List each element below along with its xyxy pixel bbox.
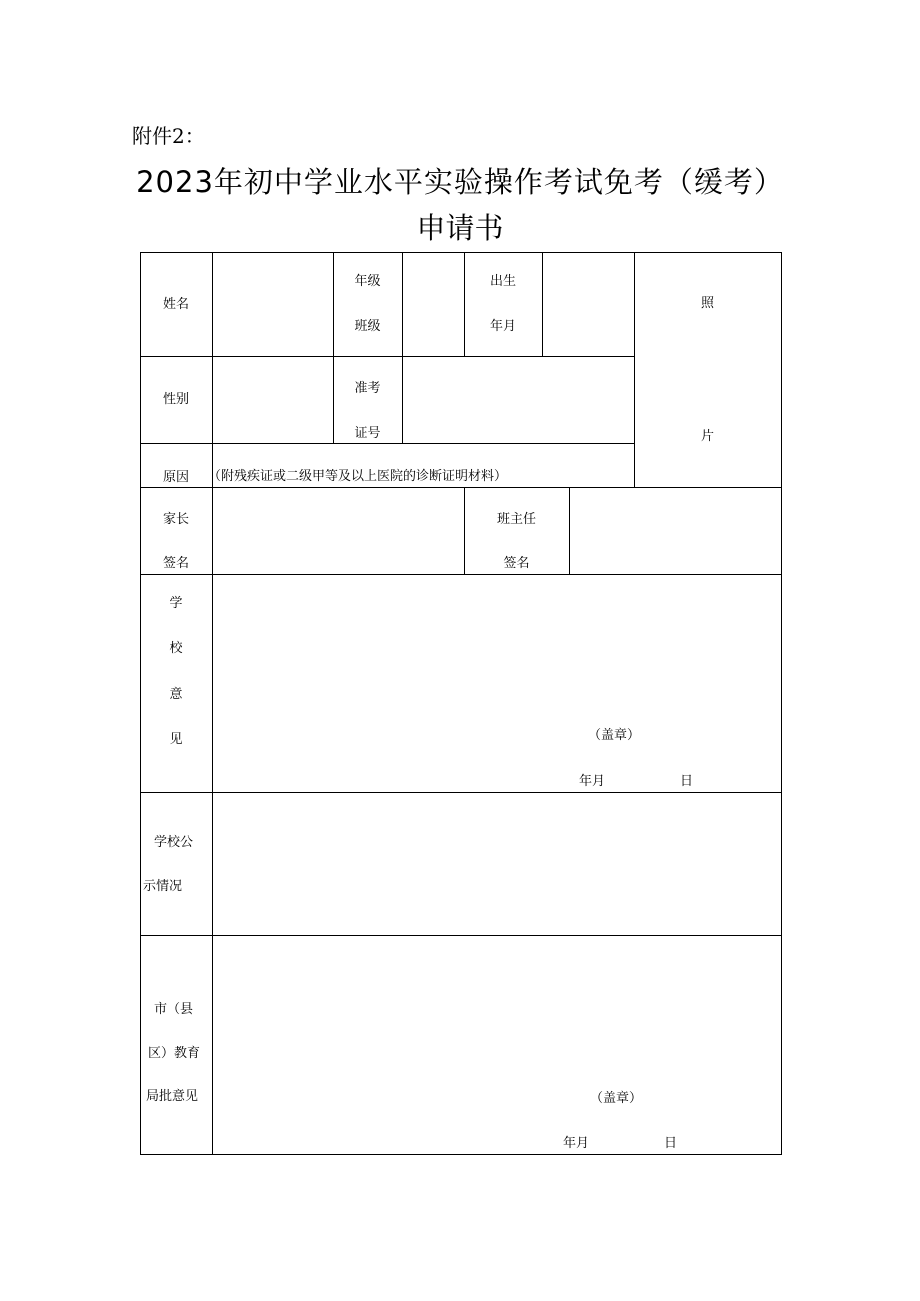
column-line: [212, 252, 213, 1155]
photo-label-line1: 照: [700, 296, 714, 311]
bureau-label-line1: 市（县: [154, 1002, 194, 1017]
exam-id-label-line1: 准考: [354, 381, 381, 396]
birth-label-line2: 年月: [489, 319, 516, 334]
photo-label-line2: 片: [700, 429, 714, 444]
exam-id-label-line2: 证号: [354, 426, 381, 441]
parent-sign-label-line1: 家长: [162, 512, 189, 527]
table-border-bottom: [140, 1154, 782, 1155]
school-opinion-seal: （盖章）: [588, 728, 641, 743]
reason-note: （附残疾证或二级甲等及以上医院的诊断证明材料）: [208, 469, 508, 484]
name-label: 姓名: [162, 297, 189, 312]
school-publicity-label-line1: 学校公: [154, 835, 194, 850]
row-line: [140, 792, 782, 793]
school-opinion-year-month: 年月: [579, 774, 606, 789]
grade-label-line1: 年级: [354, 274, 381, 289]
column-line: [464, 252, 465, 356]
row-line: [140, 935, 782, 936]
row-line: [140, 443, 634, 444]
column-line: [542, 252, 543, 356]
column-line: [402, 252, 403, 443]
school-publicity-label-line2: 示情况: [143, 879, 183, 894]
bureau-seal: （盖章）: [590, 1091, 643, 1106]
reason-label: 原因: [162, 470, 189, 485]
application-form-table: [140, 252, 782, 1155]
bureau-day: 日: [664, 1136, 678, 1151]
row-line: [140, 574, 782, 575]
school-opinion-day: 日: [680, 774, 694, 789]
teacher-sign-label-line1: 班主任: [496, 512, 536, 527]
school-opinion-char: 见: [169, 732, 183, 747]
row-line: [140, 487, 782, 488]
row-line: [140, 356, 634, 357]
column-line: [569, 487, 570, 574]
bureau-label-line2: 区）教育: [148, 1046, 201, 1061]
parent-sign-label-line2: 签名: [162, 556, 189, 571]
attachment-label: 附件2：: [132, 124, 205, 148]
school-opinion-char: 学: [169, 596, 183, 611]
gender-label: 性别: [162, 392, 189, 407]
column-line: [634, 252, 635, 487]
bureau-label-line3: 局批意见: [146, 1089, 199, 1104]
form-title: 2023年初中学业水平实验操作考试免考（缓考）: [136, 165, 784, 199]
table-border-right: [781, 252, 782, 1155]
table-border-left: [140, 252, 141, 1155]
bureau-year-month: 年月: [563, 1136, 590, 1151]
form-title-line2: 申请书: [416, 211, 504, 245]
school-opinion-char: 意: [169, 687, 183, 702]
school-opinion-char: 校: [169, 641, 183, 656]
grade-label-line2: 班级: [354, 319, 381, 334]
birth-label-line1: 出生: [489, 274, 516, 289]
table-border-top: [140, 252, 782, 253]
teacher-sign-label-line2: 签名: [503, 556, 530, 571]
